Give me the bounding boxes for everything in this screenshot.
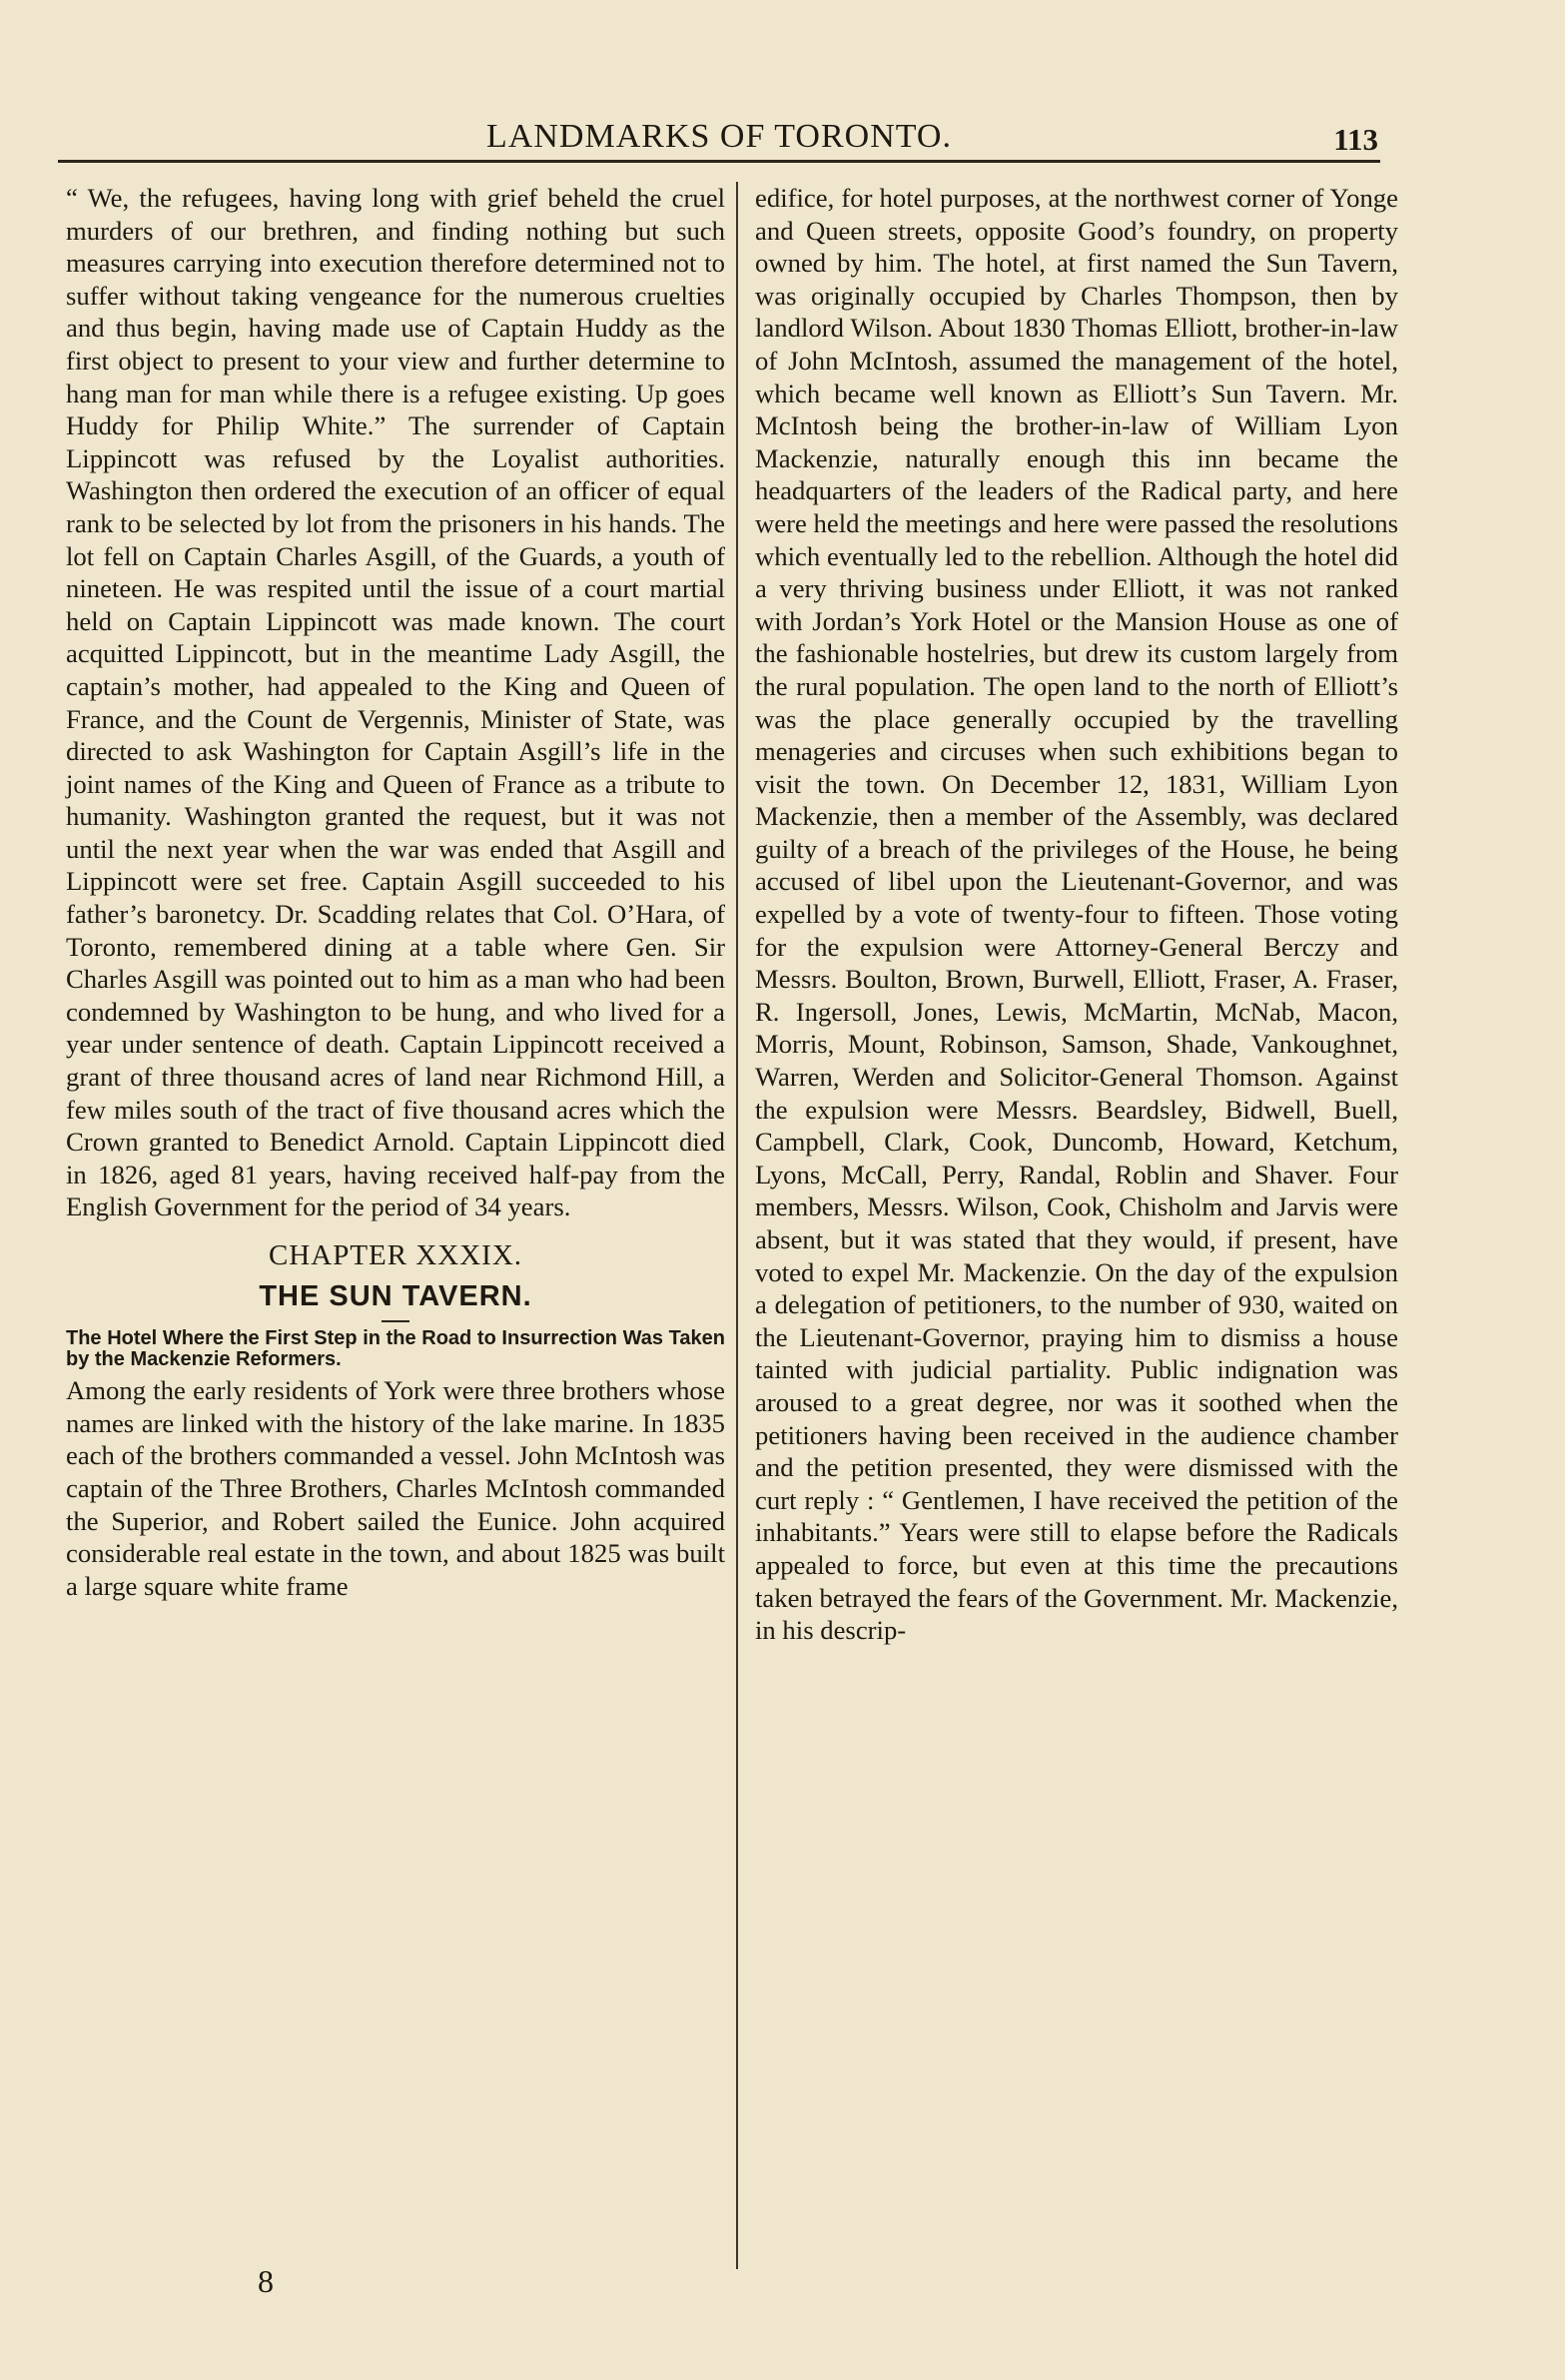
- left-paragraph-2: Among the early residents of York were three brothers whose names are linked with the history of the lake marine. In 1835 each of the brothers commanded a vessel. John McIntosh was captain of the Three Brothers, Charles McIntosh commanded the Superior, and Robert sailed the Eunice. John acquired considerable real estate in the town, and about 1825 was built a large square white frame: [66, 1375, 725, 1601]
- column-divider: [736, 182, 738, 2269]
- signature-mark: 8: [258, 2263, 274, 2299]
- left-column: [66, 182, 725, 1602]
- left-paragraph-1: “ We, the refugees, having long with grief beheld the cruel murders of our brethren, and finding nothing but such measures carrying into execution therefore determined not to suffer without taking vengeance for the numerous cruelties and thus begin, having made use of Captain Huddy as the first object to present to your view and further determine to hang man for man while there is a refugee existing. Up goes Huddy for Philip White.” The surrender of Captain Lippincott was refused by the Loyalist authorities. Washington then ordered the execution of an officer of equal rank to be selected by lot from the prisoners in his hands. The lot fell on Captain Charles Asgill, of the Guards, a youth of nineteen. He was respited until the issue of a court martial held on Captain Lippincott was made known. The court acquitted Lippincott, but in the meantime Lady Asgill, the captain’s mother, had appealed to the King and Queen of France, and the Count de Vergennis, Minister of State, was directed to ask Washington for Captain Asgill’s life in the joint names of the King and Queen of France as a tribute to humanity. Washington granted the request, but it was not until the next year when the war was ended that Asgill and Lippincott were set free. Captain Asgill succeeded to his father’s baronetcy. Dr. Scadding relates that Col. O’Hara, of Toronto, remembered dining at a table where Gen. Sir Charles Asgill was pointed out to him as a man who had been condemned by Washington to be hung, and who lived for a year under sentence of death. Captain Lippincott received a grant of three thousand acres of land near Richmond Hill, a few miles south of the tract of five thousand acres which the Crown granted to Benedict Arnold. Captain Lippincott died in 1826, aged 81 years, having received half-pay from the English Government for the period of 34 years.: [66, 183, 725, 1222]
- header-rule: [58, 160, 1380, 163]
- chapter-title: THE SUN TAVERN.: [259, 1279, 532, 1312]
- right-column: [755, 182, 1398, 1647]
- page-header: [60, 118, 1378, 160]
- chapter-rule: [382, 1320, 409, 1322]
- page-number: 113: [1333, 122, 1378, 157]
- chapter-number: CHAPTER XXXIX.: [268, 1239, 523, 1271]
- running-head: LANDMARKS OF TORONTO.: [486, 118, 952, 155]
- right-paragraph-1: edifice, for hotel purposes, at the northwest corner of Yonge and Queen streets, opposite Good’s foundry, on property owned by him. The hotel, at first named the Sun Tavern, was originally occupied by Charles Thompson, then by landlord Wilson. About 1830 Thomas Elliott, brother-in-law of John McIntosh, assumed the management of the hotel, which became well known as Elliott’s Sun Tavern. Mr. McIntosh being the brother-in-law of William Lyon Mackenzie, naturally enough this inn became the headquarters of the leaders of the Radical party, and here were held the meetings and here were passed the resolutions which eventually led to the rebellion. Although the hotel did a very thriving business under Elliott, it was not ranked with Jordan’s York Hotel or the Mansion House as one of the fashionable hostelries, but drew its custom largely from the rural population. The open land to the north of Elliott’s was the place generally occupied by the travelling menageries and circuses when such exhibitions began to visit the town. On December 12, 1831, William Lyon Mackenzie, then a member of the Assembly, was declared guilty of a breach of the privileges of the House, he being accused of libel upon the Lieutenant-Governor, and was expelled by a vote of twenty-four to fifteen. Those voting for the expulsion were Attorney-General Berczy and Messrs. Boulton, Brown, Burwell, Elliott, Fraser, A. Fraser, R. Ingersoll, Jones, Lewis, McMartin, McNab, Macon, Morris, Mount, Robinson, Samson, Shade, Vankoughnet, Warren, Werden and Solicitor-General Thomson. Against the expulsion were Messrs. Beardsley, Bidwell, Buell, Campbell, Clark, Cook, Duncomb, Howard, Ketchum, Lyons, McCall, Perry, Randal, Roblin and Shaver. Four members, Messrs. Wilson, Cook, Chisholm and Jarvis were absent, but it was stated that they would, if present, have voted to expel Mr. Mackenzie. On the day of the expulsion a delegation of petitioners, to the number of 930, waited on the Lieutenant-Governor, praying him to dismiss a house tainted with judicial partiality. Public indignation was aroused to a great degree, nor was it soothed when the petitioners having been received in the audience chamber and the petition presented, they were dismissed with the curt reply : “ Gentlemen, I have received the petition of the inhabitants.” Years were still to elapse before the Radicals appealed to force, but even at this time the precautions taken betrayed the fears of the Government. Mr. Mackenzie, in his descrip-: [755, 183, 1398, 1646]
- chapter-subheading: The Hotel Where the First Step in the Road to Insurrection Was Taken by the Mackenzie Reformers.: [66, 1327, 725, 1371]
